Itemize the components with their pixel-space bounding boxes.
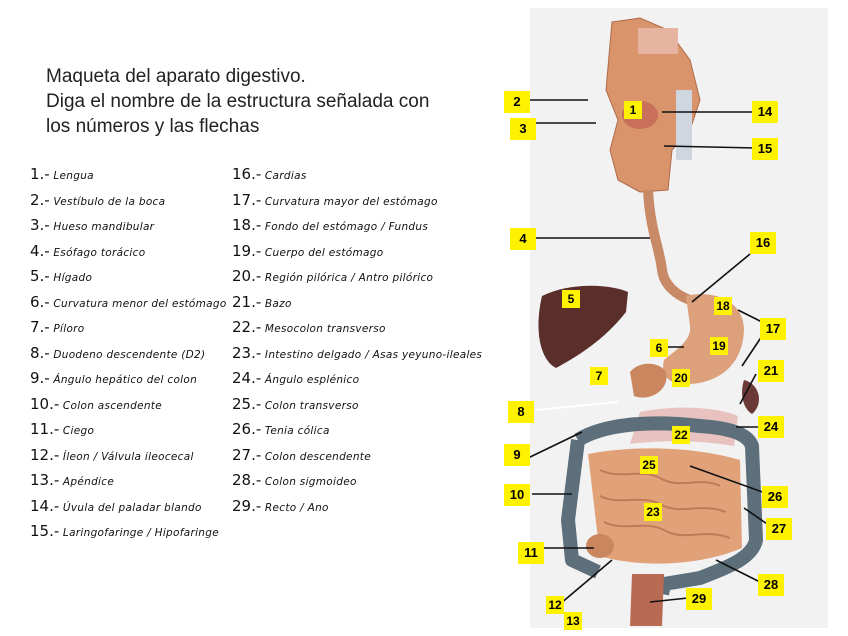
answer-text: Duodeno descendente (D2) <box>49 348 206 361</box>
answer-text: Recto / Ano <box>261 501 329 514</box>
title-line-2: Diga el nombre de la estructura señalada con <box>46 91 430 112</box>
answer-text: Ciego <box>59 425 95 437</box>
answer-text: Hueso mandibular <box>49 221 155 233</box>
number-badge-2: 2 <box>504 91 530 113</box>
answer-number: 12.- <box>30 445 60 464</box>
number-badge-29: 29 <box>686 588 712 610</box>
number-badge-22: 22 <box>672 426 690 444</box>
answer-text: Colon transverso <box>261 399 359 412</box>
answer-number: 26.- <box>232 420 262 438</box>
answer-text: Ángulo hepático del colon <box>49 374 198 386</box>
answer-text: Colon ascendente <box>59 399 162 412</box>
answer-number: 16.- <box>232 165 262 183</box>
answer-number: 1.- <box>30 165 50 183</box>
rectum <box>630 574 664 626</box>
cecum <box>586 534 614 558</box>
answer-number: 21.- <box>232 292 262 311</box>
answer-text: Apéndice <box>59 476 115 488</box>
answer-text: Fondo del estómago / Fundus <box>261 221 429 233</box>
answer-number: 2.- <box>30 190 50 209</box>
answer-text: Vestíbulo de la boca <box>49 195 166 208</box>
answer-text: Bazo <box>261 297 292 310</box>
answer-number: 10.- <box>30 394 60 413</box>
number-badge-5: 5 <box>562 290 580 308</box>
number-badge-3: 3 <box>510 118 536 140</box>
number-badge-17: 17 <box>760 318 786 340</box>
duodenum <box>630 364 667 398</box>
answer-number: 22.- <box>232 318 262 336</box>
number-badge-10: 10 <box>504 484 530 506</box>
number-badge-13: 13 <box>564 612 582 630</box>
answer-number: 25.- <box>232 394 262 413</box>
answer-text: Cardias <box>261 170 307 182</box>
esophagus <box>648 190 690 300</box>
number-badge-6: 6 <box>650 339 668 357</box>
answer-text: Úvula del paladar blando <box>59 501 202 514</box>
answer-text: Colon sigmoideo <box>261 476 357 488</box>
answer-number: 8.- <box>30 343 50 362</box>
number-badge-11: 11 <box>518 542 544 564</box>
answer-text: Mesocolon transverso <box>261 323 386 335</box>
answer-text: Región pilórica / Antro pilórico <box>261 272 434 284</box>
number-badge-26: 26 <box>762 486 788 508</box>
answer-number: 5.- <box>30 267 50 285</box>
answer-number: 28.- <box>232 471 262 489</box>
number-badge-16: 16 <box>750 232 776 254</box>
number-badge-25: 25 <box>640 456 658 474</box>
number-badge-14: 14 <box>752 101 778 123</box>
number-badge-8: 8 <box>508 401 534 423</box>
answer-text: Colon descendente <box>261 450 371 463</box>
nasal-cavity <box>638 28 678 54</box>
cervical-spine <box>676 90 692 160</box>
answer-number: 19.- <box>232 241 262 260</box>
title-line-1: Maqueta del aparato digestivo. <box>46 66 306 87</box>
answer-number: 9.- <box>30 369 50 387</box>
answer-number: 29.- <box>232 496 262 515</box>
answer-text: Íleon / Válvula ileocecal <box>59 450 194 463</box>
answer-number: 18.- <box>232 216 262 234</box>
answer-number: 23.- <box>232 343 262 362</box>
answer-text: Píloro <box>49 323 85 335</box>
answer-text: Laringofaringe / Hipofaringe <box>59 527 219 539</box>
number-badge-12: 12 <box>546 596 564 614</box>
number-badge-18: 18 <box>714 297 732 315</box>
number-badge-21: 21 <box>758 360 784 382</box>
answer-number: 14.- <box>30 496 60 515</box>
number-badge-15: 15 <box>752 138 778 160</box>
number-badge-23: 23 <box>644 503 662 521</box>
number-badge-1: 1 <box>624 101 642 119</box>
answer-text: Lengua <box>49 170 94 182</box>
answer-number: 24.- <box>232 369 262 387</box>
answer-text: Curvatura menor del estómago <box>49 297 227 310</box>
number-badge-27: 27 <box>766 518 792 540</box>
answer-number: 15.- <box>30 522 60 540</box>
answer-text: Hígado <box>49 272 93 284</box>
answer-number: 13.- <box>30 471 60 489</box>
liver <box>538 286 628 368</box>
answer-number: 20.- <box>232 267 262 285</box>
number-badge-7: 7 <box>590 367 608 385</box>
answer-number: 7.- <box>30 318 50 336</box>
number-badge-19: 19 <box>710 337 728 355</box>
number-badge-4: 4 <box>510 228 536 250</box>
answer-text: Cuerpo del estómago <box>261 246 384 259</box>
answer-text: Intestino delgado / Asas yeyuno-ileales <box>261 348 483 361</box>
number-badge-28: 28 <box>758 574 784 596</box>
title-line-3: los números y las flechas <box>46 116 260 137</box>
answer-text: Ángulo esplénico <box>261 374 360 386</box>
number-badge-20: 20 <box>672 369 690 387</box>
answer-number: 11.- <box>30 420 60 438</box>
answer-text: Esófago torácico <box>49 246 146 259</box>
answer-number: 6.- <box>30 292 50 311</box>
answer-number: 4.- <box>30 241 50 260</box>
number-badge-9: 9 <box>504 444 530 466</box>
answer-number: 27.- <box>232 445 262 464</box>
pointer-8-white <box>536 402 618 410</box>
answer-text: Curvatura mayor del estómago <box>261 195 438 208</box>
answer-text: Tenia cólica <box>261 425 330 437</box>
number-badge-24: 24 <box>758 416 784 438</box>
answer-number: 17.- <box>232 190 262 209</box>
answer-number: 3.- <box>30 216 50 234</box>
